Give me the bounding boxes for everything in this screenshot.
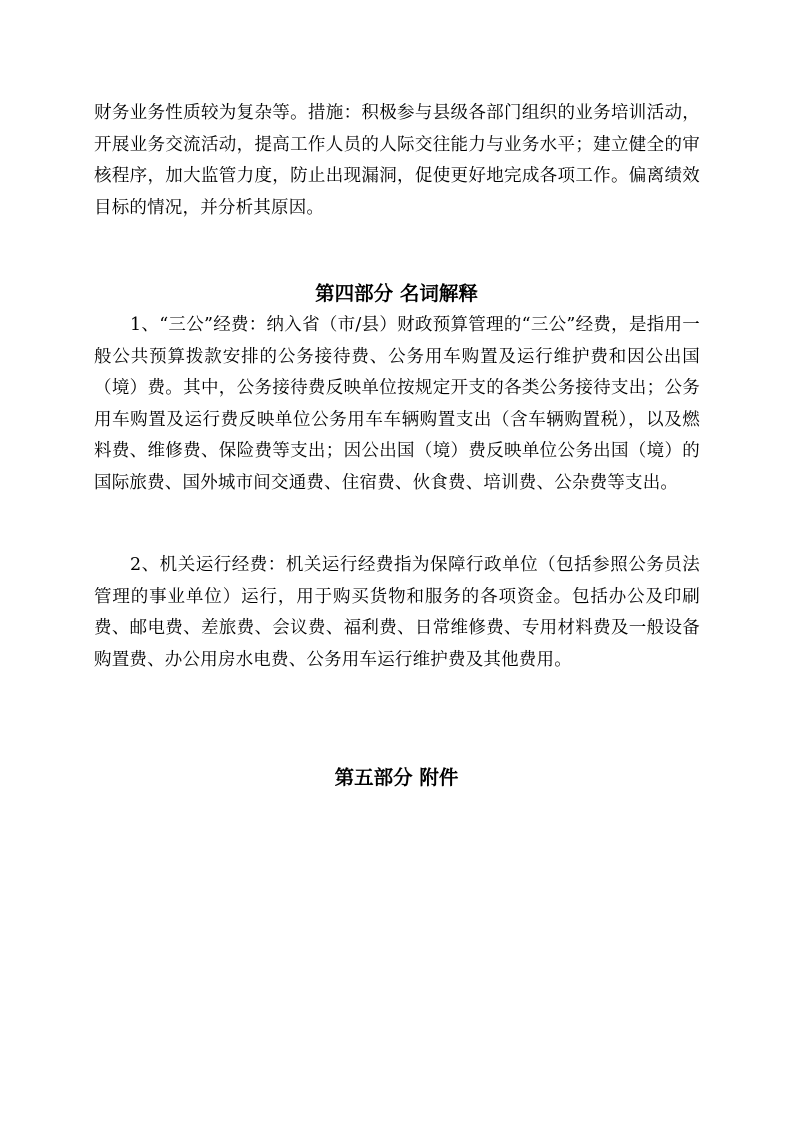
section-4-heading: 第四部分 名词解释 <box>315 282 478 305</box>
term-agency-operating-expenses: 2、机关运行经费：机关运行经费指为保障行政单位（包括参照公务员法管理的事业单位）运行，用于购买货物和服务的各项资金。包括办公及印刷费、邮电费、差旅费、会议费、福利费、日常维修费、专用材料费及一般设备购置费、办公用房水电费、公务用车运行维护费及其他费用。 <box>94 555 700 670</box>
measures-paragraph: 财务业务性质较为复杂等。措施：积极参与县级各部门组织的业务培训活动，开展业务交流活动，提高工作人员的人际交往能力与业务水平；建立健全的审核程序，加大监管力度，防止出现漏洞，促使更好地完成各项工作。偏离绩效目标的情况，并分析其原因。 <box>94 103 700 218</box>
section-5-heading: 第五部分 附件 <box>334 766 459 789</box>
term-three-public-expenses: 1、“三公”经费：纳入省（市/县）财政预算管理的“三公”经费，是指用一般公共预算拨款安排的公务接待费、公务用车购置及运行维护费和因公出国（境）费。其中，公务接待费反映单位按规定开支的各类公务接待支出；公务用车购置及运行费反映单位公务用车车辆购置支出（含车辆购置税），以及燃料费、维修费、保险费等支出；因公出国（境）费反映单位公务出国（境）的国际旅费、国外城市间交通费、住宿费、伙食费、培训费、公杂费等支出。 <box>94 315 700 493</box>
